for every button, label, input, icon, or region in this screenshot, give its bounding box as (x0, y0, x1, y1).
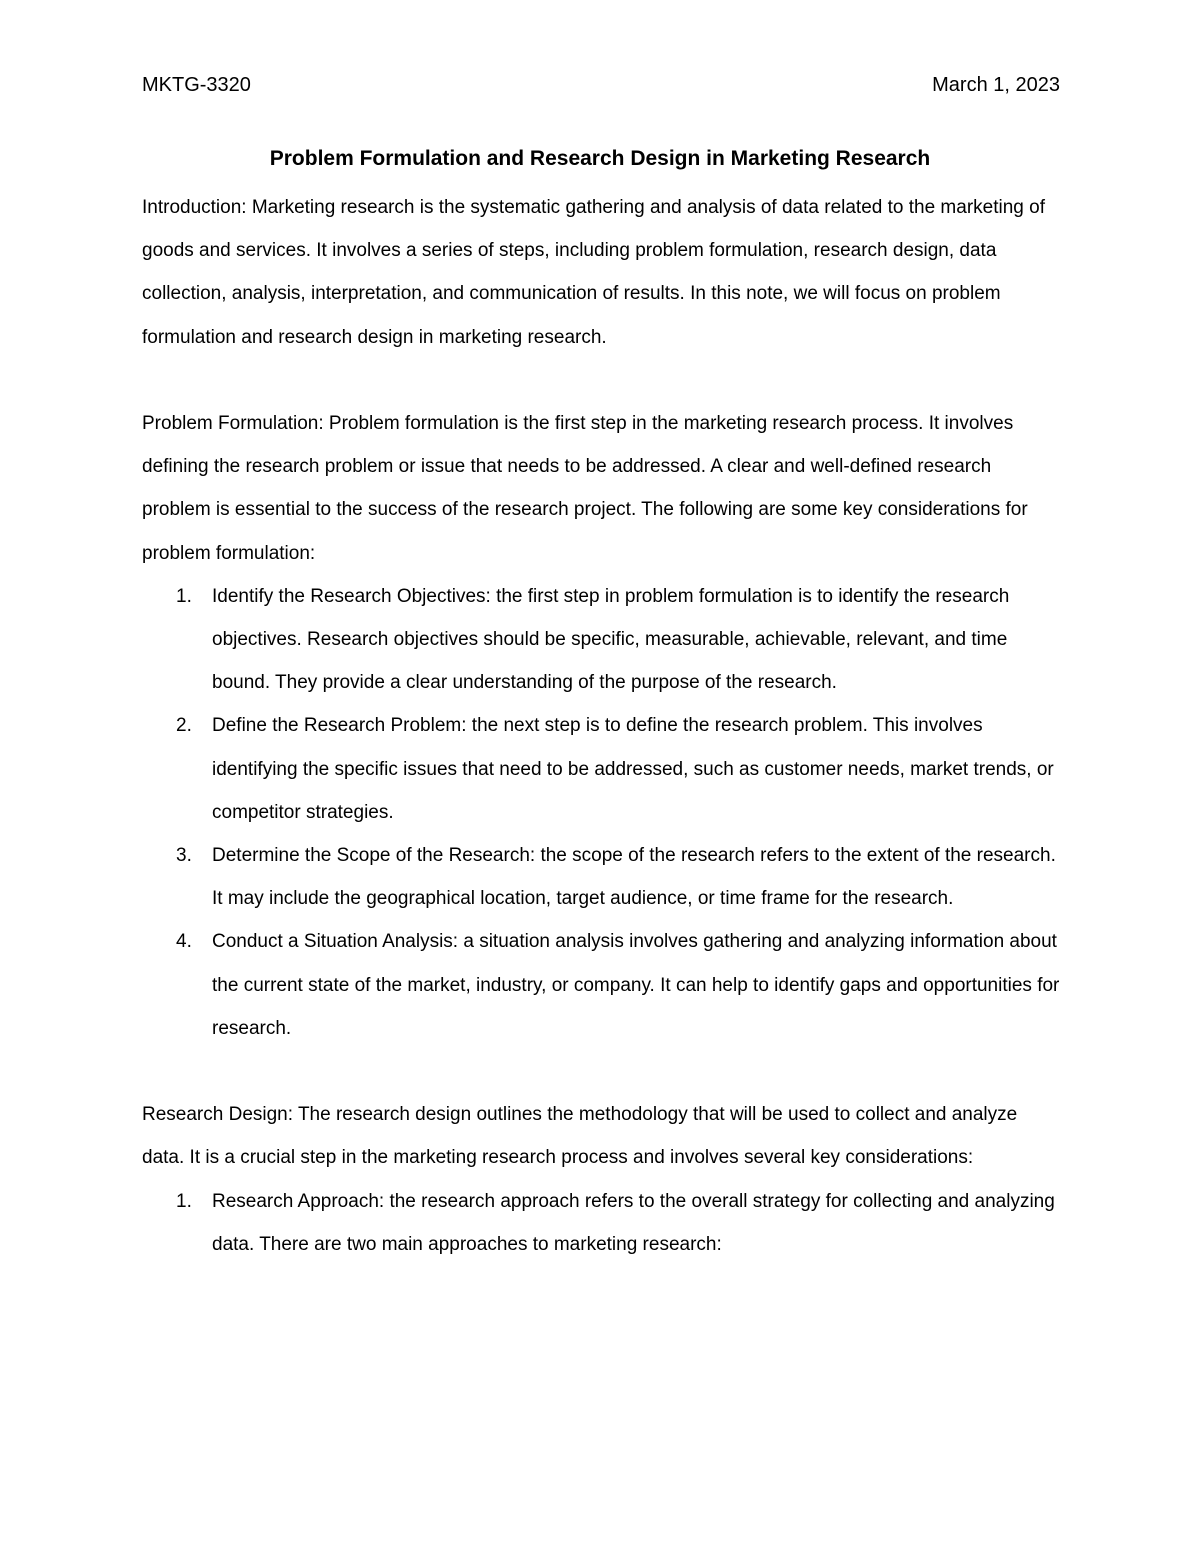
list-item-number: 1. (176, 1190, 192, 1212)
list-item-number: 1. (176, 585, 192, 607)
list-item-text: Define the Research Problem: the next step is to define the research problem. This involves identifying the specific issues that need to be addressed, such as customer needs, market trends, or competitor strategies. (212, 715, 1054, 823)
problem-formulation-list (142, 575, 1060, 1050)
list-item (142, 834, 1060, 920)
document-date: March 1, 2023 (932, 74, 1060, 96)
paragraph-gap (142, 359, 1060, 402)
course-code: MKTG-3320 (142, 74, 251, 96)
list-item-text: Conduct a Situation Analysis: a situation analysis involves gathering and analyzing information about the current state of the market, industry, or company. It can help to identify gaps and opportunities for research. (212, 931, 1060, 1039)
list-item-number: 2. (176, 715, 192, 737)
list-item-number: 4. (176, 931, 192, 953)
list-item (142, 704, 1060, 834)
list-item-text: Determine the Scope of the Research: the scope of the research refers to the extent of the research. It may include the geographical location, target audience, or time frame for the research. (212, 845, 1056, 910)
list-item (142, 575, 1060, 705)
research-design-list (142, 1180, 1060, 1266)
research-design-paragraph: Research Design: The research design outlines the methodology that will be used to collect and analyze data. It is a crucial step in the marketing research process and involves several key considerations: (142, 1104, 1018, 1169)
problem-formulation-paragraph: Problem Formulation: Problem formulation is the first step in the marketing research process. It involves defining the research problem or issue that needs to be addressed. A clear and well-defined research problem is essential to the success of the research project. The following are some key considerations for problem formulation: (142, 413, 1028, 564)
list-item (142, 1180, 1060, 1266)
list-item-text: Identify the Research Objectives: the first step in problem formulation is to identify the research objectives. Research objectives should be specific, measurable, achievable, relevant, and time bound. They provide a clear understanding of the purpose of the research. (212, 585, 1010, 694)
list-item-number: 3. (176, 845, 192, 867)
paragraph-gap (142, 1050, 1060, 1093)
intro-paragraph: Introduction: Marketing research is the systematic gathering and analysis of data related to the marketing of goods and services. It involves a series of steps, including problem formulation, research design, data collection, analysis, interpretation, and communication of results. In this note, we will focus on problem formulation and research design in marketing research. (142, 197, 1045, 348)
document-body (142, 186, 1060, 1266)
list-item (142, 920, 1060, 1050)
document-title: Problem Formulation and Research Design in Marketing Research (269, 147, 931, 170)
list-item-text: Research Approach: the research approach refers to the overall strategy for collecting and analyzing data. There are two main approaches to marketing research: (212, 1190, 1055, 1255)
